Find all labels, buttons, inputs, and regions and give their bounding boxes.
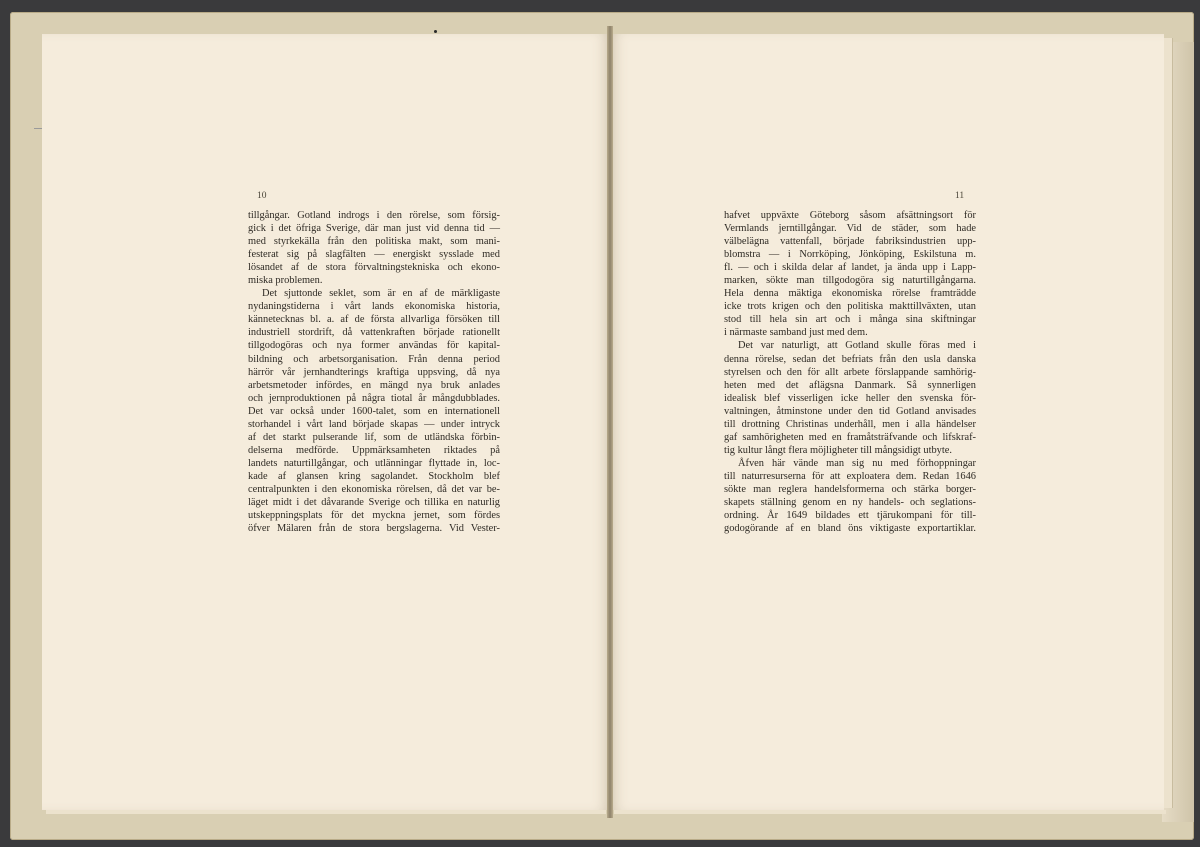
text-line: fl. — och i skilda delar af landet, ja ända upp i Lapp- (724, 262, 976, 274)
page-stack-edge (1164, 38, 1173, 808)
text-line: till drottning Christinas underhåll, men i alla händelser (724, 418, 976, 430)
text-line: utskeppningsplats för det myckna jernet, som fördes (248, 510, 500, 522)
text-line: nydaningstiderna i vårt lands ekonomiska historia, (248, 301, 500, 313)
text-line: arbetsmetoder infördes, en mängd nya bruk anlades (248, 379, 500, 391)
text-line: välbelägna vattenfall, började fabriksindustrien upp- (724, 236, 976, 248)
text-line: blomstra — i Norrköping, Jönköping, Eskilstuna m. (724, 249, 976, 261)
text-line: stod till hela sin art och i många sina skiftningar (724, 314, 976, 326)
text-line: delserna medförde. Uppmärksamheten riktades på (248, 444, 500, 456)
ink-speck (434, 30, 437, 33)
text-line: idealisk blef visserligen icke heller den svenska för- (724, 392, 976, 404)
text-line: gaf samhörigheten med en framåtsträfvande och lifskraf- (724, 431, 976, 443)
text-line: valtningen, åtminstone under den tid Gotland anvisades (724, 405, 976, 417)
left-page-text (248, 209, 500, 535)
text-line: hafvet uppväxte Göteborg såsom afsättningsort för (724, 210, 976, 221)
text-line: denna rörelse, sedan det befriats från den usla danska (724, 353, 976, 365)
text-line: med styrkekälla från den politiska makt, som mani- (248, 236, 500, 248)
text-line: Det var också under 1600-talet, som en internationell (248, 405, 500, 417)
text-line: skapets ställning genom en ny handels- och seglations- (724, 497, 976, 509)
page-number-left: 10 (257, 191, 267, 201)
text-line: kade af glansen kring sagolandet. Stockholm blef (248, 470, 500, 482)
page-stack-bottom-right (614, 810, 1166, 814)
page-number-right: 11 (955, 191, 965, 201)
text-line: gick i det öfriga Sverige, där man just vid denna tid — (248, 223, 500, 235)
text-line: industriell stordrift, då vattenkraften började rationellt (248, 327, 500, 339)
text-line: Hela denna mäktiga ekonomiska rörelse framträdde (724, 288, 976, 300)
text-line: tillgodogöras och nya former användas för kapital- (248, 340, 500, 352)
text-line: centralpunkten i den ekonomiska rörelsen, då det var be- (248, 483, 500, 495)
text-line: Åfven här vände man sig nu med förhoppningar (738, 457, 976, 469)
text-line: storhandel i vårt land började skapas — under intryck (248, 418, 500, 430)
text-line: heten med det aflägsna Danmark. Så synnerligen (724, 379, 976, 391)
text-line: tig kultur långt flera möjligheter till mångsidigt utbyte. (724, 444, 952, 456)
text-line: härrör vår jernhandterings kraftiga uppsving, då nya (248, 366, 500, 378)
text-line: i närmaste samband just med dem. (724, 327, 868, 339)
edge-mark (34, 128, 42, 129)
book-gutter (607, 26, 613, 818)
text-line: marken, sökte man tillgodogöra sig naturtillgångarna. (724, 275, 976, 287)
text-line: öfver Mälaren från de stora bergslagerna. Vid Vester- (248, 523, 500, 535)
text-line: lösandet af de stora förvaltningstekniska och ekono- (248, 262, 500, 274)
text-line: och jernproduktionen på några tiotal år mångdubblades. (248, 392, 500, 404)
text-line: tillgångar. Gotland indrogs i den rörelse, som försig- (248, 210, 500, 221)
text-line: ordning. År 1649 bildades ett tjärukompani för till- (724, 510, 976, 522)
text-line: af det starkt pulserande lif, som de utländska förbin- (248, 431, 500, 443)
text-line: läget midt i det dåvarande Sverige och tillika en naturlig (248, 497, 500, 509)
text-line: icke trots krigen och den politiska makttillväxten, utan (724, 301, 976, 313)
text-line: kännetecknas bl. a. af de första allvarliga försöken till (248, 314, 500, 326)
text-line: festerat sig på slagfälten — energiskt sysslade med (248, 249, 500, 261)
right-page-text (724, 209, 976, 535)
text-line: bildning och arbetsorganisation. Från denna period (248, 353, 500, 365)
text-line: Vermlands jerntillgångar. Vid de städer, som hade (724, 223, 976, 235)
text-line: styrelsen och den för allt arbete förslappande samhörig- (724, 366, 976, 378)
text-line: till naturresurserna för att exploatera dem. Redan 1646 (724, 470, 976, 482)
text-line: landets naturtillgångar, och utlänningar flyttade in, loc- (248, 457, 500, 469)
page-stack-bottom-left (46, 810, 606, 814)
text-line: Det sjuttonde seklet, som är en af de märkligaste (262, 288, 500, 300)
text-line: godogörande af en bland öns viktigaste exportartiklar. (724, 523, 976, 535)
text-line: Det var naturligt, att Gotland skulle föras med i (738, 340, 976, 352)
text-line: miska problemen. (248, 275, 323, 287)
text-line: sökte man reglera handelsformerna och stärka borger- (724, 483, 976, 495)
